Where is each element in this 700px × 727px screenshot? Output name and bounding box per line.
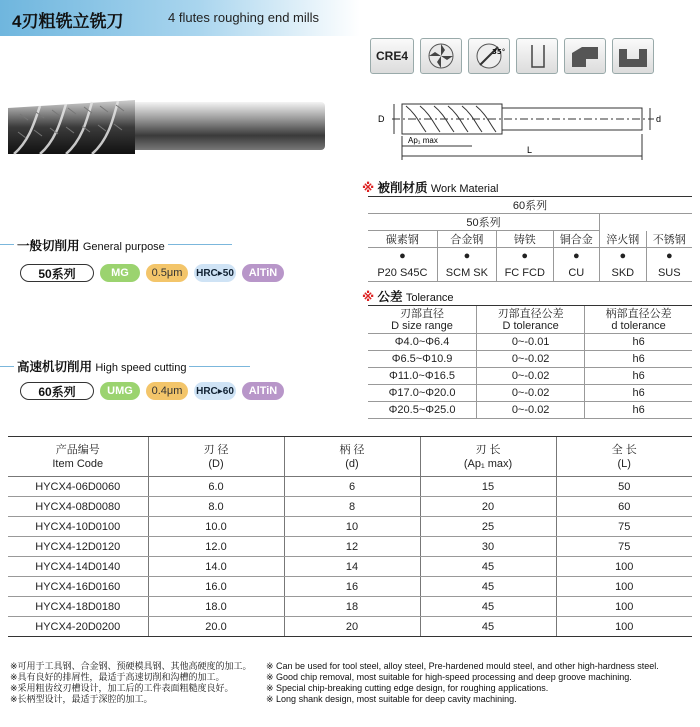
note-line: ※ Can be used for tool steel, alloy steel, Pre-hardened mould steel, and other high-hardness steel.	[266, 661, 659, 671]
work-material-title	[362, 178, 499, 196]
table-row: Φ6.5~Φ10.9 0~-0.02 h6	[368, 351, 692, 368]
item-table	[8, 436, 692, 637]
table-row: HYCX4-10D0100 10.0 10 25 75	[8, 517, 692, 537]
helix-angle-icon	[468, 38, 510, 74]
table-row: HYCX4-14D0140 14.0 14 45 100	[8, 557, 692, 577]
work-material-en: Work Material	[430, 183, 499, 195]
coating-umg-badge: UMG	[100, 382, 140, 400]
tolerance-en: Tolerance	[405, 292, 454, 304]
suitability-dot: ●	[553, 248, 600, 265]
series-60-badge: 60系列	[20, 382, 94, 400]
page-title-en: 4 flutes roughing end mills	[168, 10, 320, 25]
note-line: ※ Special chip-breaking cutting edge design, for roughing applications.	[266, 683, 549, 693]
title-bar	[0, 0, 360, 36]
table-row: Φ20.5~Φ25.0 0~-0.02 h6	[368, 402, 692, 419]
plunge-icon	[516, 38, 558, 74]
series-60-header: 60系列	[368, 197, 692, 214]
table-row: HYCX4-06D0060 6.0 6 15 50	[8, 477, 692, 497]
tol-col2-header: 刃部直径公差 D tolerance	[477, 306, 585, 334]
suitability-dot: ●	[600, 248, 647, 265]
material-code: P20 S45C	[368, 265, 437, 282]
material-header: 碳素钢	[368, 231, 437, 248]
series-50-header: 50系列	[368, 214, 600, 231]
page-title-cn: 4刃粗铣立铣刀	[12, 12, 124, 31]
helix-angle-label: 35°	[492, 48, 506, 56]
note-line: ※长柄型设计，最适于深腔的加工。	[10, 694, 153, 704]
label-D: D	[378, 114, 385, 124]
tol-col1-header: 刃部直径 D size range	[368, 306, 477, 334]
tolerance-table	[368, 305, 692, 419]
hrc-60-badge: HRC▸60	[194, 382, 236, 400]
aitin-badge: AlTiN	[242, 382, 284, 400]
note-line: ※ Long shank design, most suitable for deep cavity machining.	[266, 694, 517, 704]
thickness-badge: 0.5μm	[146, 264, 188, 282]
table-row: HYCX4-18D0180 18.0 18 45 100	[8, 597, 692, 617]
material-code: CU	[553, 265, 600, 282]
notes-cn	[10, 661, 260, 705]
tolerance-cn: 公差	[377, 290, 403, 304]
material-code: SUS	[646, 265, 692, 282]
suitability-dot: ●	[399, 250, 406, 263]
general-title-en: General purpose	[82, 241, 165, 253]
highspeed-title	[14, 357, 189, 375]
end-mill-photo	[0, 80, 330, 185]
note-line: ※采用粗齿纹刃槽设计，加工后的工件表面粗糙度良好。	[10, 683, 234, 693]
end-view-icon	[420, 38, 462, 74]
thickness-badge: 0.4μm	[146, 382, 188, 400]
tol-col3-header: 柄部直径公差 d tolerance	[585, 306, 692, 334]
note-mark: ※	[362, 290, 375, 304]
table-row: Φ4.0~Φ6.4 0~-0.01 h6	[368, 334, 692, 351]
note-line: ※具有良好的排屑性，最适于高速切削和沟槽的加工。	[10, 672, 225, 682]
slot-icon	[612, 38, 654, 74]
suitability-dot: ●	[496, 248, 553, 265]
general-title-cn: 一般切削用	[17, 239, 80, 253]
suitability-dot: ●	[437, 248, 496, 265]
col-flute-length: 刃 长 (Ap₁ max)	[420, 437, 556, 477]
material-code: SKD	[600, 265, 647, 282]
work-material-table	[368, 196, 692, 282]
material-code: SCM SK	[437, 265, 496, 282]
col-item-code: 产品编号 Item Code	[8, 437, 148, 477]
material-header: 铜合金	[553, 231, 600, 248]
coating-mg-badge: MG	[100, 264, 140, 282]
material-header: 铸铁	[496, 231, 553, 248]
dimension-drawing	[372, 96, 672, 164]
label-ap: Ap₁ max	[408, 136, 438, 145]
tolerance-title	[362, 287, 454, 305]
highspeed-title-en: High speed cutting	[95, 362, 187, 374]
general-spec-row	[20, 264, 284, 282]
label-L: L	[527, 145, 533, 155]
note-line: ※ Good chip removal, most suitable for high-speed processing and deep groove machining.	[266, 672, 632, 682]
material-header: 淬火钢	[600, 231, 647, 248]
feature-icon-row	[370, 38, 654, 74]
table-row: Φ17.0~Φ20.0 0~-0.02 h6	[368, 385, 692, 402]
col-overall-length: 全 长 (L)	[556, 437, 692, 477]
table-row: HYCX4-16D0160 16.0 16 45 100	[8, 577, 692, 597]
aitin-badge: AlTiN	[242, 264, 284, 282]
table-row: Φ11.0~Φ16.5 0~-0.02 h6	[368, 368, 692, 385]
suitability-dot: ●	[646, 248, 692, 265]
notes-en	[266, 661, 696, 705]
highspeed-title-cn: 高速机切削用	[17, 360, 93, 374]
work-material-cn: 被削材质	[377, 181, 428, 195]
note-line: ※可用于工具钢、合金钢、预硬模具钢、其他高硬度的加工。	[10, 661, 252, 671]
hrc-50-badge: HRC▸50	[194, 264, 236, 282]
material-header: 合金钢	[437, 231, 496, 248]
general-title	[14, 236, 168, 254]
side-mill-icon	[564, 38, 606, 74]
material-header: 不锈钢	[646, 231, 692, 248]
series-50-badge: 50系列	[20, 264, 94, 282]
note-mark: ※	[362, 181, 375, 195]
highspeed-spec-row	[20, 382, 284, 400]
label-d: d	[656, 114, 662, 124]
cre4-label: CRE4	[370, 38, 414, 74]
material-code: FC FCD	[496, 265, 553, 282]
table-row: HYCX4-08D0080 8.0 8 20 60	[8, 497, 692, 517]
col-diameter: 刃 径 (D)	[148, 437, 284, 477]
table-row: HYCX4-20D0200 20.0 20 45 100	[8, 617, 692, 637]
table-row: HYCX4-12D0120 12.0 12 30 75	[8, 537, 692, 557]
col-shank: 柄 径 (d)	[284, 437, 420, 477]
